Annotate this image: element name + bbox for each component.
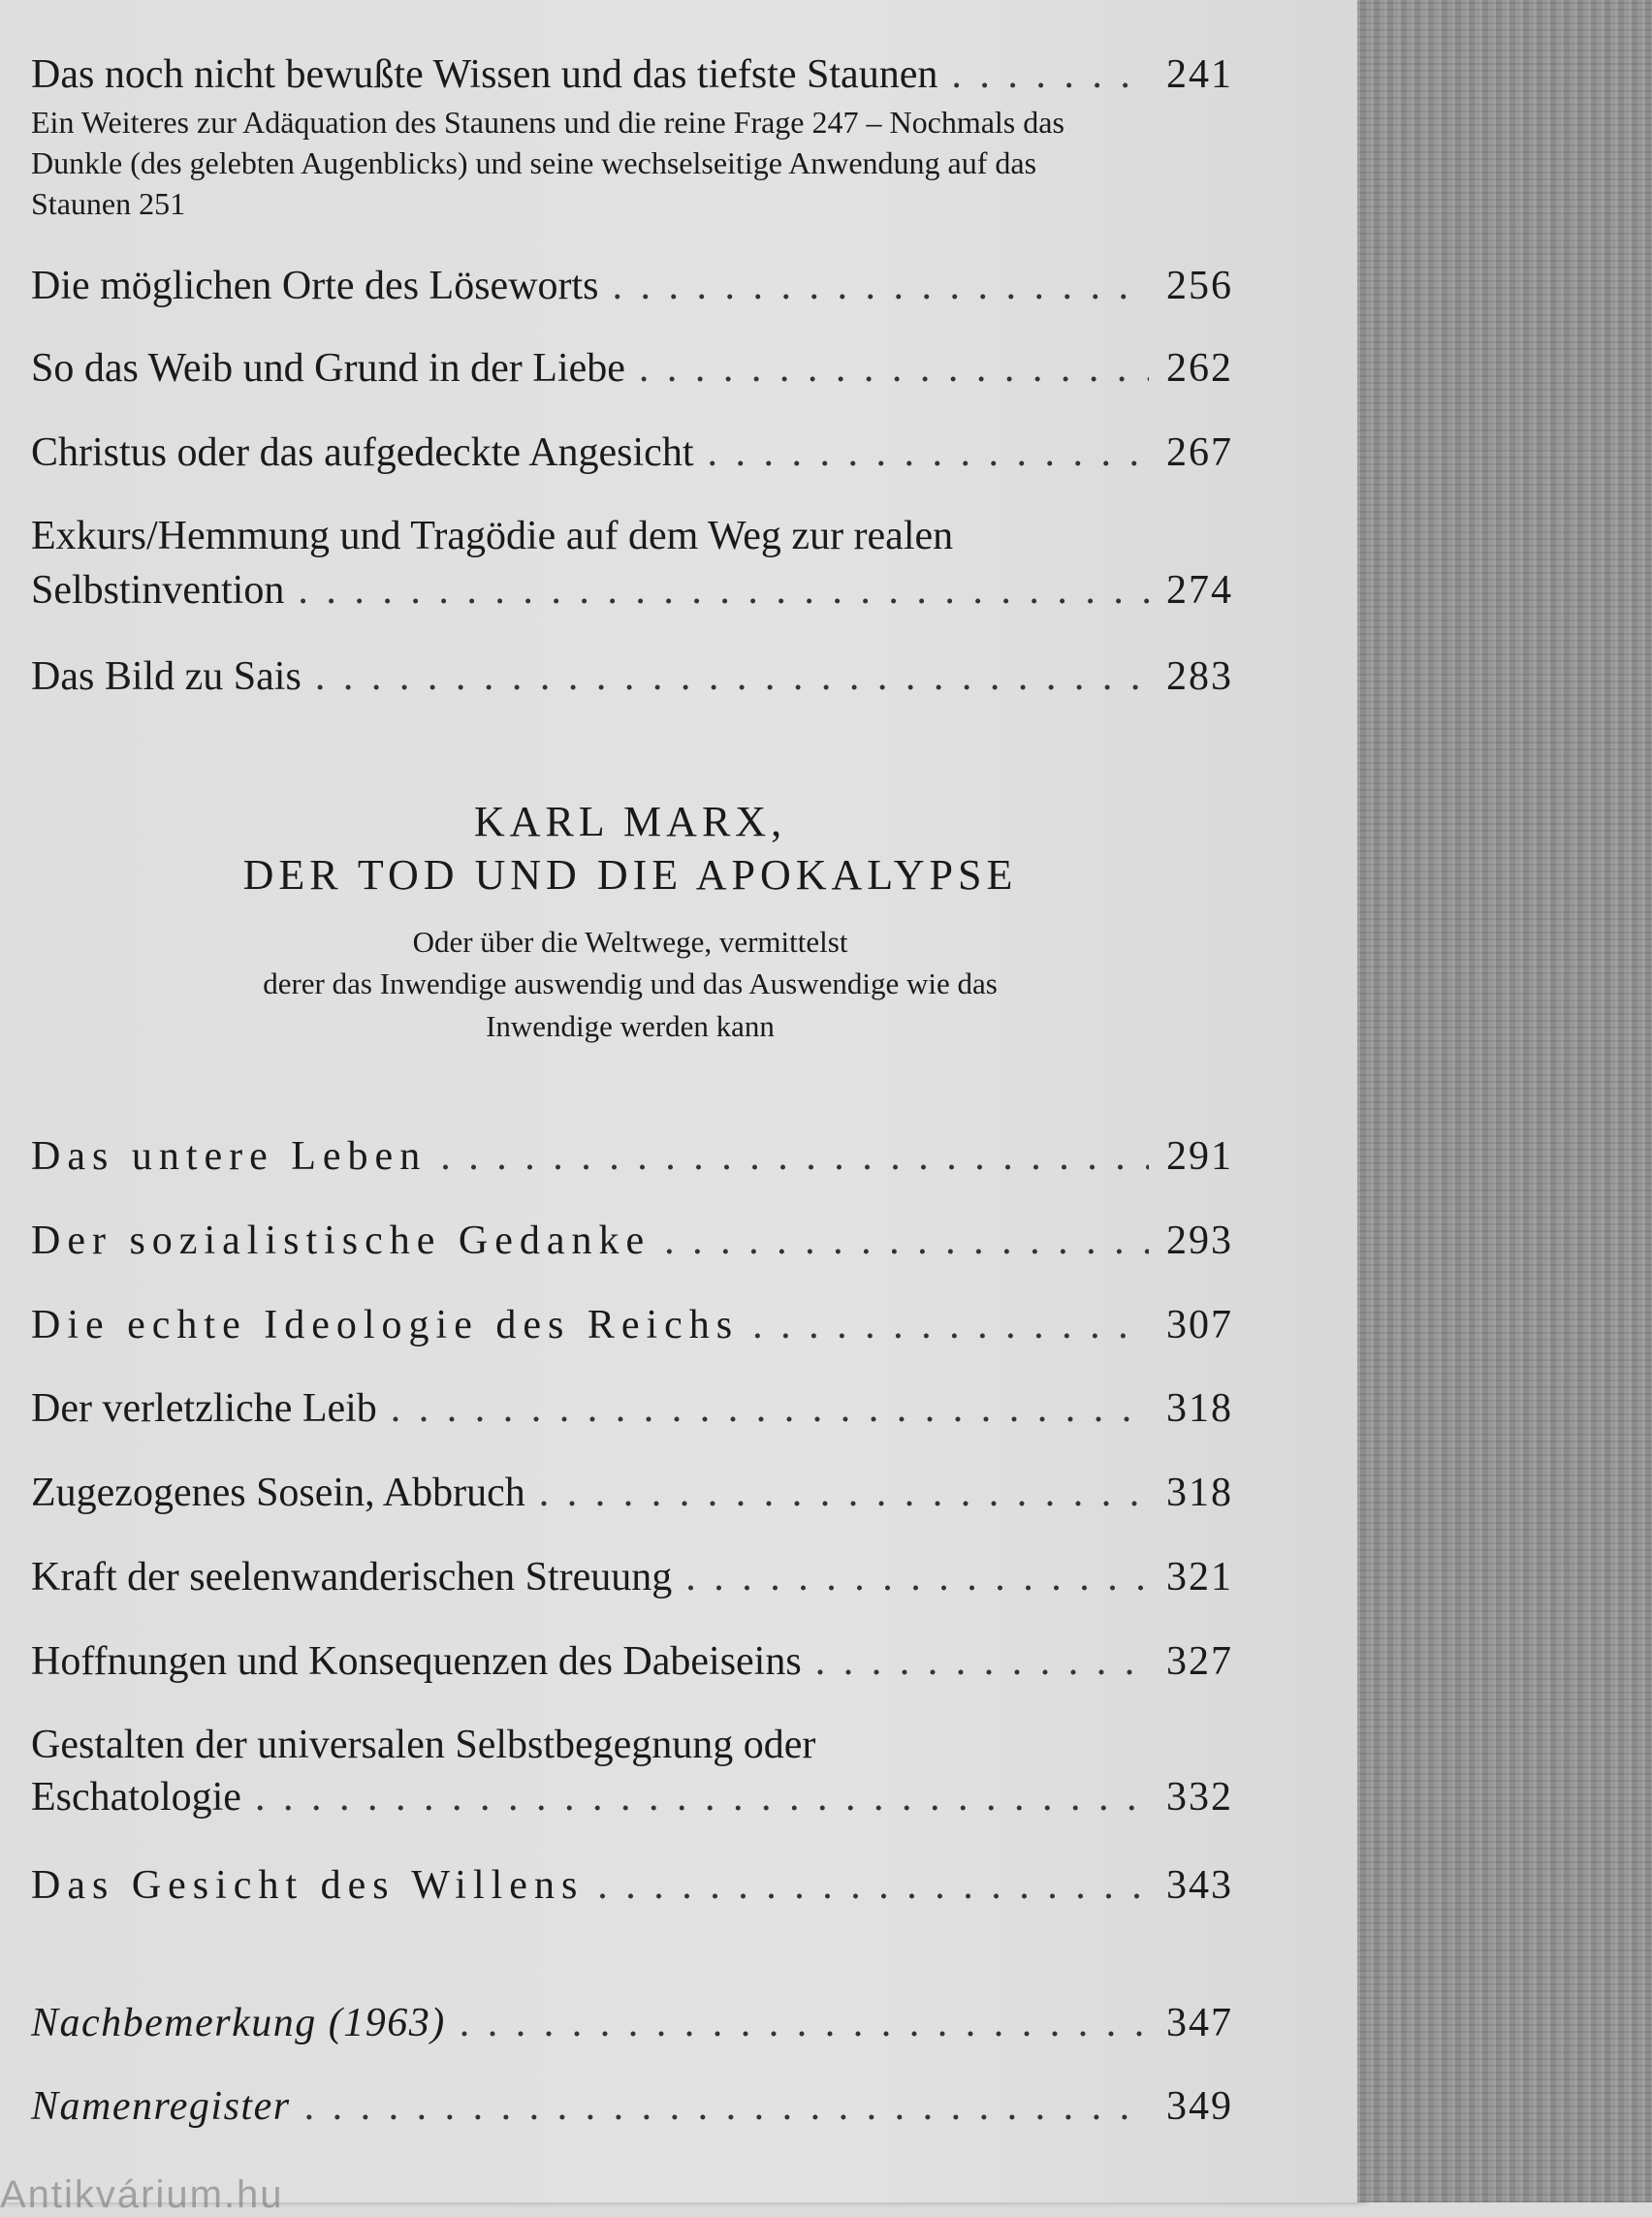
section-subtitle-line1: Oder über die Weltwege, vermittelst	[412, 925, 848, 959]
book-spine-background	[1357, 0, 1652, 2202]
leader-dots	[539, 1469, 1149, 1517]
toc-entry	[31, 1301, 1233, 1349]
entry-title: Kraft der seelenwanderischen Streuung	[31, 1555, 673, 1599]
leader-dots	[440, 1132, 1149, 1181]
section-heading	[116, 795, 1144, 1047]
entry-title: Der sozialistische Gedanke	[31, 1219, 651, 1263]
leader-dots	[707, 428, 1149, 477]
toc-entry	[31, 1132, 1233, 1181]
leader-dots	[752, 1301, 1149, 1349]
leader-dots	[597, 1861, 1149, 1910]
leader-dots	[460, 1999, 1149, 2047]
toc-entry	[31, 2082, 1233, 2131]
entry-title: Das untere Leben	[31, 1134, 428, 1179]
toc-entry	[31, 1217, 1233, 1265]
section-title-line2: DER TOD UND DIE APOKALYPSE	[242, 851, 1018, 899]
entry-title: Die möglichen Orte des Löseworts	[31, 264, 599, 308]
entry-page: 267	[1166, 430, 1233, 475]
entry-page: 349	[1166, 2084, 1233, 2129]
entry-page: 318	[1166, 1386, 1233, 1431]
entry-page: 262	[1166, 346, 1233, 391]
toc-entry	[31, 1384, 1233, 1433]
toc-entry	[31, 652, 1233, 701]
entry-page: 283	[1166, 654, 1233, 699]
leader-dots	[664, 1217, 1149, 1265]
toc-entry	[31, 1469, 1233, 1517]
entry-title: Eschatologie	[31, 1775, 241, 1821]
entry-title: Namenregister	[31, 2084, 291, 2129]
entry-title: Der verletzliche Leib	[31, 1386, 377, 1431]
entry-title: Selbstinvention	[31, 568, 285, 614]
entry-page: 318	[1166, 1471, 1233, 1515]
entry-page: 343	[1166, 1863, 1233, 1908]
entry-title: Christus oder das aufgedeckte Angesicht	[31, 430, 694, 475]
leader-dots	[391, 1384, 1149, 1433]
toc-entry	[31, 1721, 1233, 1822]
entry-page: 327	[1166, 1639, 1233, 1684]
toc-entry	[31, 1861, 1233, 1910]
entry-page: 307	[1166, 1303, 1233, 1347]
leader-dots	[315, 652, 1149, 701]
entry-title-line1: Gestalten der universalen Selbstbegegnung oder	[31, 1723, 816, 1767]
leader-dots	[304, 2082, 1149, 2131]
toc-entry	[31, 1553, 1233, 1601]
entry-page: 347	[1166, 2001, 1233, 2045]
entry-page: 291	[1166, 1134, 1233, 1179]
entry-title: Das Gesicht des Willens	[31, 1863, 585, 1908]
leader-dots	[951, 50, 1149, 99]
entry-subtopics: Ein Weiteres zur Adäquation des Staunens und die reine Frage 247 – Nochmals das Dunkle (des gelebten Augenblicks) und seine wechselseitige Anwendung auf das Staunen 251	[31, 105, 1064, 221]
entry-page: 241	[1166, 52, 1233, 97]
section-subtitle-line2: derer das Inwendige auswendig und das Auswendige wie das	[263, 966, 998, 1001]
section-subtitle-line3: Inwendige werden kann	[486, 1008, 775, 1043]
toc-entry	[31, 262, 1233, 310]
toc-entry	[31, 1637, 1233, 1686]
entry-title: Zugezogenes Sosein, Abbruch	[31, 1471, 525, 1515]
leader-dots	[298, 566, 1149, 615]
entry-title: Nachbemerkung (1963)	[31, 2001, 446, 2045]
entry-title-line1: Exkurs/Hemmung und Tragödie auf dem Weg zur realen	[31, 514, 954, 558]
toc-entry	[31, 344, 1233, 393]
toc-entry	[31, 428, 1233, 477]
entry-page: 321	[1166, 1555, 1233, 1599]
leader-dots	[685, 1553, 1149, 1601]
entry-page: 256	[1166, 264, 1233, 308]
leader-dots	[815, 1637, 1149, 1686]
toc-entry	[31, 512, 1233, 616]
leader-dots	[613, 262, 1149, 310]
entry-title: Das noch nicht bewußte Wissen und das tiefste Staunen	[31, 52, 938, 97]
section-title-line1: KARL MARX,	[473, 798, 787, 845]
toc-entry	[31, 1999, 1233, 2047]
watermark: Antikvárium.hu	[0, 2173, 284, 2216]
entry-page: 332	[1166, 1775, 1233, 1821]
toc-entry	[31, 50, 1233, 224]
leader-dots	[639, 344, 1149, 393]
entry-title: Das Bild zu Sais	[31, 654, 302, 699]
entry-title: Die echte Ideologie des Reichs	[31, 1303, 740, 1347]
entry-page: 274	[1166, 568, 1233, 614]
leader-dots	[255, 1773, 1149, 1821]
entry-title: So das Weib und Grund in der Liebe	[31, 346, 625, 391]
entry-page: 293	[1166, 1219, 1233, 1263]
entry-title: Hoffnungen und Konsequenzen des Dabeiseins	[31, 1639, 802, 1684]
